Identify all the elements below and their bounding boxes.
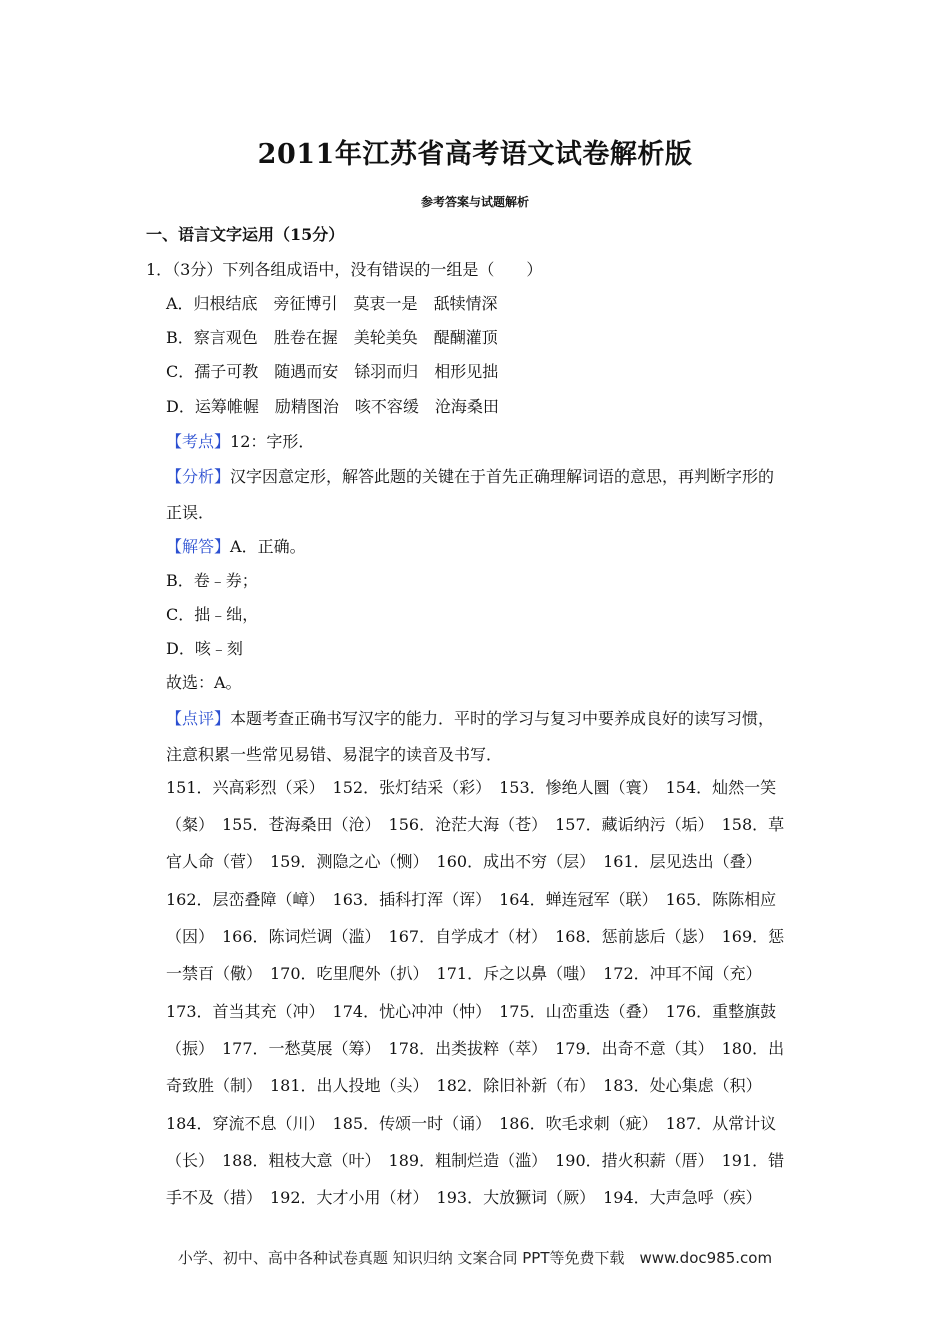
idiom-line: 手不及（措） 192．大才小用（材） 193．大放獗词（厥） 194．大声急呼（疾） <box>166 1188 762 1207</box>
kaodian-tag: 【考点】 <box>166 432 231 451</box>
fenxi-line <box>166 464 826 487</box>
idiom-line: 184．穿流不息（川） 185．传颂一时（诵） 186．吹毛求刺（疵） 187．从常计议 <box>166 1114 777 1133</box>
dianping-text-1: 本题考查正确书写汉字的能力．平时的学习与复习中要养成良好的读写习惯， <box>230 709 775 728</box>
idiom-line: 162．层峦叠障（嶂） 163．插科打浑（诨） 164．蝉连冠军（联） 165．陈陈相应 <box>166 890 777 909</box>
idiom-line: 173．首当其充（冲） 174．忧心冲冲（忡） 175．山峦重迭（叠） 176．重整旗鼓 <box>166 1002 777 1021</box>
option-b: B．察言观色 胜卷在握 美轮美奂 醍醐灌顶 <box>166 328 498 347</box>
jieda-line <box>166 534 826 557</box>
document-subtitle: 参考答案与试题解析 <box>420 195 529 209</box>
option-a: A．归根结底 旁征博引 莫衷一是 舐犊情深 <box>166 294 498 313</box>
option-d: D．运筹帷幄 励精图治 咳不容缓 沧海桑田 <box>166 397 499 416</box>
jieda-line-c: C．拙﹣绌， <box>166 605 259 624</box>
dianping-line <box>166 706 826 729</box>
document-title: 2011年江苏省高考语文试卷解析版 <box>257 139 693 170</box>
idiom-line: （粲） 155．苍海桑田（沧） 156．沧茫大海（苍） 157．藏诟纳污（垢） 158．草 <box>166 815 785 834</box>
jieda-tag: 【解答】 <box>166 537 231 556</box>
idiom-line: 一禁百（儆） 170．吃里爬外（扒） 171．斥之以鼻（嗤） 172．冲耳不闻（充） <box>166 964 762 983</box>
jieda-answer: 故选：A。 <box>166 673 242 692</box>
option-c: C．孺子可教 随遇而安 铩羽而归 相形见拙 <box>166 362 499 381</box>
kaodian-line <box>166 429 826 452</box>
dianping-tag: 【点评】 <box>166 709 231 728</box>
fenxi-tag: 【分析】 <box>166 467 231 486</box>
jieda-line-b: B．卷﹣券； <box>166 571 258 590</box>
fenxi-text-2: 正误． <box>166 503 215 522</box>
dianping-text-2: 注意积累一些常见易错、易混字的读音及书写． <box>166 745 503 764</box>
kaodian-text: 12：字形． <box>230 432 315 451</box>
idiom-line: 奇致胜（制） 181．出人投地（头） 182．除旧补新（布） 183．处心集虑（积） <box>166 1076 762 1095</box>
section-heading: 一、语言文字运用（15分） <box>146 225 345 244</box>
idiom-line: （长） 188．粗枝大意（叶） 189．粗制烂造（滥） 190．措火积薪（厝） 191．错 <box>166 1151 785 1170</box>
fenxi-text-1: 汉字因意定形，解答此题的关键在于首先正确理解词语的意思，再判断字形的 <box>230 467 775 486</box>
jieda-line-d: D．咳﹣刻 <box>166 639 243 658</box>
idiom-line: 官人命（菅） 159．测隐之心（恻） 160．成出不穷（层） 161．层见迭出（叠） <box>166 852 762 871</box>
page-footer: 小学、初中、高中各种试卷真题 知识归纳 文案合同 PPT等免费下载 www.doc985.com <box>177 1249 773 1267</box>
question-1: 1．（3分）下列各组成语中，没有错误的一组是（ ） <box>146 260 543 279</box>
idiom-line: 151．兴高彩烈（采） 152．张灯结采（彩） 153．惨绝人圜（寰） 154．灿然一笑 <box>166 778 777 797</box>
jieda-text: A．正确。 <box>230 537 306 556</box>
idiom-line: （因） 166．陈词烂调（滥） 167．自学成才（材） 168．惩前毖后（毖） 169．惩 <box>166 927 785 946</box>
idiom-line: （振） 177．一愁莫展（筹） 178．出类拔粹（萃） 179．出奇不意（其） 180．出 <box>166 1039 785 1058</box>
